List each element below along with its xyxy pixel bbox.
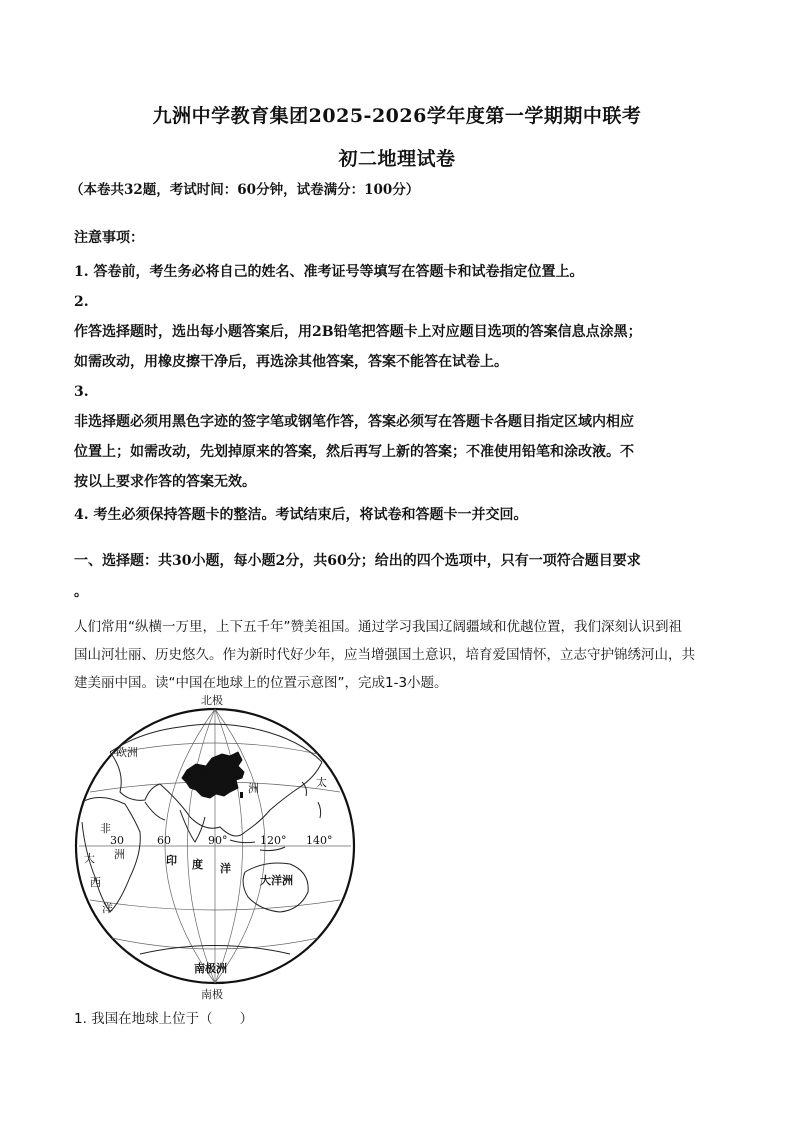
- longitude-120-label: 120°: [260, 834, 287, 847]
- passage-line-3: 建美丽中国。读“中国在地球上的位置示意图”，完成1-3小题。: [74, 675, 448, 691]
- section-1-heading-end: 。: [74, 584, 88, 600]
- notice-heading: 注意事项：: [74, 230, 144, 246]
- longitude-90-label: 90°: [208, 834, 228, 847]
- section-1-heading: 一、选择题：共30小题，每小题2分，共60分；给出的四个选项中，只有一项符合题目要求: [74, 553, 641, 569]
- longitude-30-label: 30: [110, 834, 124, 847]
- notice-item-3-line-1: 非选择题必须用黑色字迹的签字笔或钢笔作答，答案必须写在答题卡各题目指定区域内相应: [74, 414, 634, 430]
- exam-info: （本卷共32题，考试时间：60分钟，试卷满分：100分）: [70, 182, 420, 198]
- africa-label-2: 洲: [114, 848, 125, 861]
- notice-item-4: 4. 考生必须保持答题卡的整洁。考试结束后，将试卷和答题卡一并交回。: [74, 507, 528, 523]
- atlantic-label-3: 洋: [102, 902, 113, 915]
- africa-label-1: 非: [100, 822, 111, 835]
- exam-title: 九洲中学教育集团2025-2026学年度第一学期期中联考: [152, 105, 642, 127]
- notice-item-2-line-1: 作答选择题时，选出每小题答案后，用2B铅笔把答题卡上对应题目选项的答案信息点涂黑；: [74, 324, 642, 340]
- asia-label-1: 亚: [198, 768, 209, 781]
- south-pole-label: 南极: [201, 988, 223, 1001]
- notice-item-2-line-2: 如需改动，用橡皮擦干净后，再选涂其他答案，答案不能答在试卷上。: [74, 354, 508, 370]
- indian-ocean-label-1: 印: [166, 854, 177, 867]
- exam-subtitle: 初二地理试卷: [338, 148, 456, 170]
- indian-ocean-label-3: 洋: [220, 862, 231, 875]
- taiwan-shape: [240, 792, 243, 798]
- europe-label: 欧洲: [116, 746, 138, 759]
- longitude-140-label: 140°: [306, 834, 333, 847]
- oceania-label: 大洋洲: [260, 874, 293, 887]
- north-pole-label: 北极: [201, 694, 223, 707]
- antarctica-label: 南极洲: [194, 962, 227, 975]
- notice-item-2-number: 2.: [74, 294, 89, 310]
- atlantic-label-2: 西: [90, 876, 101, 889]
- notice-item-3-number: 3.: [74, 384, 89, 400]
- asia-label-2: 洲: [248, 782, 259, 795]
- longitude-60-label: 60: [157, 834, 171, 847]
- notice-item-3-line-2: 位置上；如需改动，先划掉原来的答案，然后再写上新的答案；不准使用铅笔和涂改液。不: [74, 444, 634, 460]
- pacific-label: 太: [316, 776, 327, 789]
- question-1: 1. 我国在地球上位于（ ）: [74, 1011, 254, 1027]
- passage-line-2: 国山河壮丽、历史悠久。作为新时代好少年，应当增强国土意识，培育爱国情怀，立志守护锦绣河山，共: [74, 647, 695, 663]
- atlantic-label-1: 大: [84, 852, 95, 865]
- indian-ocean-label-2: 度: [192, 858, 203, 871]
- passage-line-1: 人们常用“纵横一万里，上下五千年”赞美祖国。通过学习我国辽阔疆域和优越位置，我们深刻认识到祖: [74, 619, 682, 635]
- notice-item-3-line-3: 按以上要求作答的答案无效。: [74, 474, 256, 490]
- notice-item-1: 1. 答卷前，考生务必将自己的姓名、准考证号等填写在答题卡和试卷指定位置上。: [74, 264, 584, 280]
- china-position-globe-map: [70, 692, 360, 1004]
